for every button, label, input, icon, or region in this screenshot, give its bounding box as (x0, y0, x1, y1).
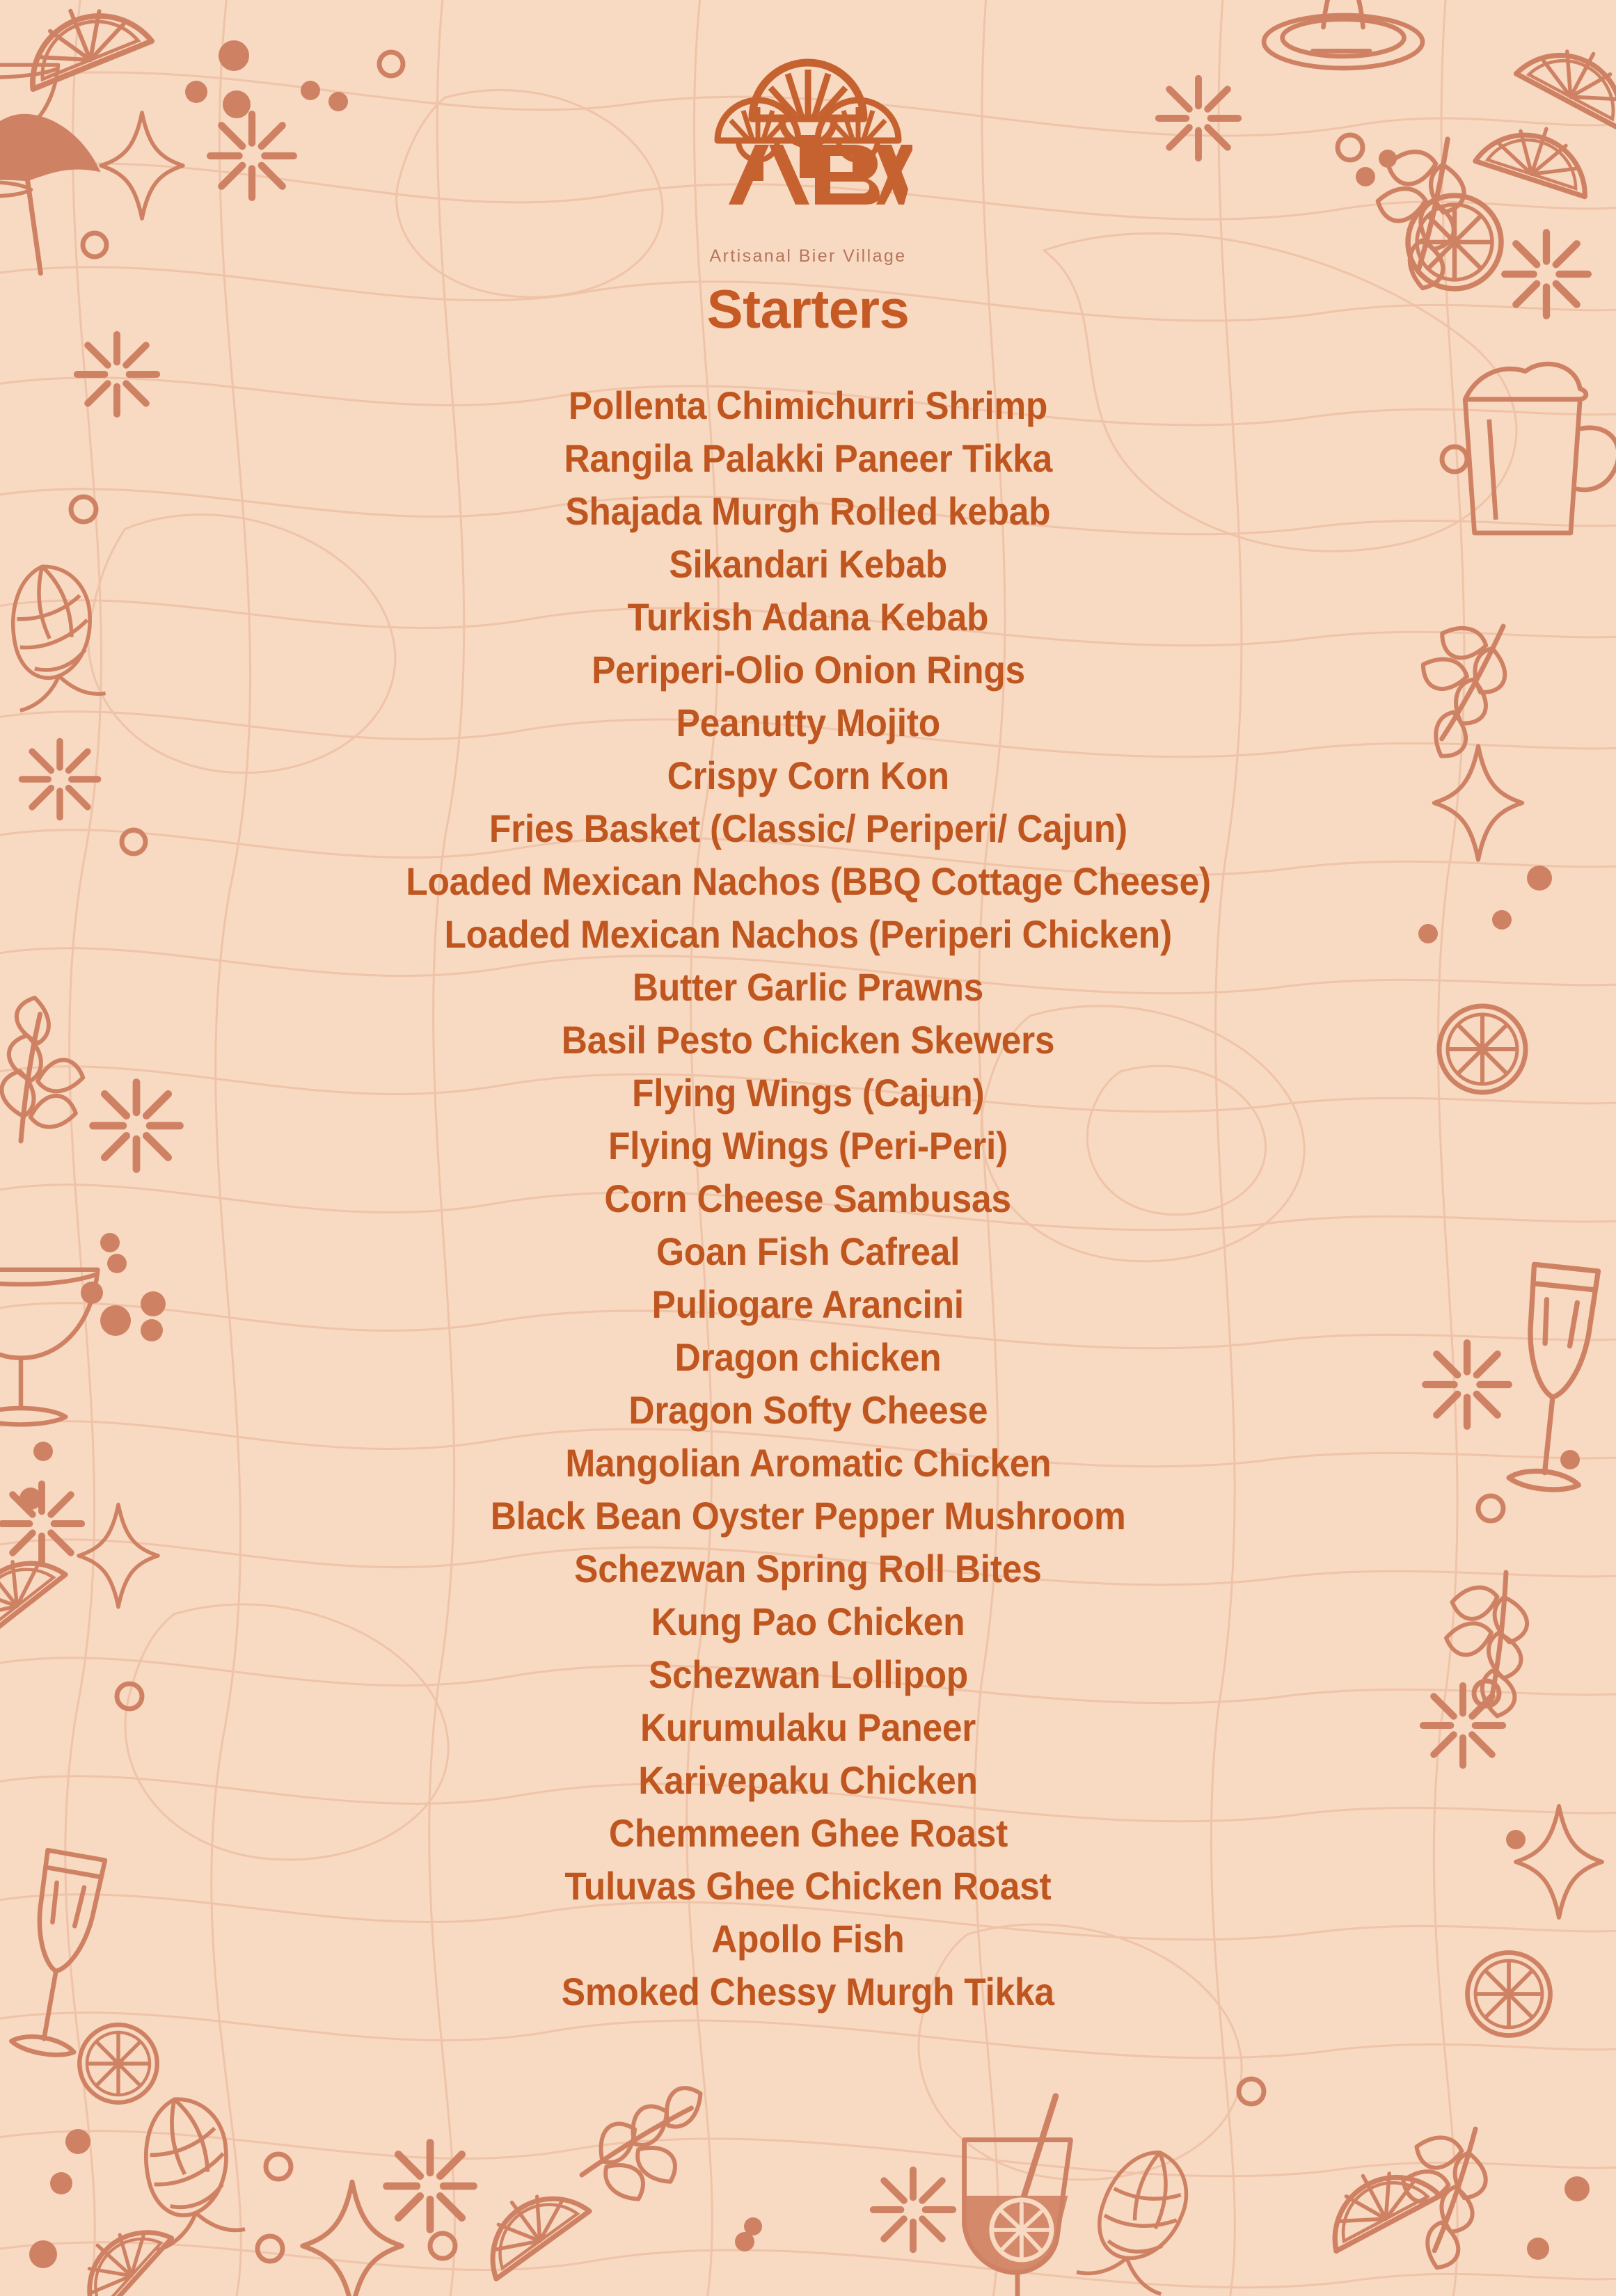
list-item: Chemmeen Ghee Roast (608, 1811, 1008, 1855)
list-item: Kurumulaku Paneer (640, 1705, 976, 1749)
list-item: Schezwan Spring Roll Bites (574, 1547, 1042, 1591)
list-item: Dragon chicken (674, 1335, 942, 1379)
list-item: Tuluvas Ghee Chicken Roast (564, 1864, 1052, 1908)
list-item: Loaded Mexican Nachos (BBQ Cottage Cheese) (405, 859, 1211, 903)
list-item: Mangolian Aromatic Chicken (564, 1441, 1051, 1485)
list-item: Smoked Chessy Murgh Tikka (562, 1970, 1054, 2014)
list-item: Rangila Palakki Paneer Tikka (564, 436, 1052, 480)
list-item: Goan Fish Cafreal (656, 1229, 960, 1273)
abv-logo (704, 33, 912, 242)
list-item: Shajada Murgh Rolled kebab (565, 489, 1051, 533)
list-item: Corn Cheese Sambusas (604, 1177, 1012, 1220)
menu-item-list (0, 379, 1616, 2018)
list-item: Sikandari Kebab (669, 542, 947, 586)
list-item: Kung Pao Chicken (651, 1600, 965, 1643)
list-item: Apollo Fish (711, 1917, 905, 1961)
list-item: Dragon Softy Cheese (628, 1388, 988, 1432)
list-item: Pollenta Chimichurri Shrimp (568, 383, 1048, 427)
list-item: Turkish Adana Kebab (627, 595, 989, 639)
list-item: Black Bean Oyster Pepper Mushroom (490, 1494, 1126, 1538)
list-item: Schezwan Lollipop (648, 1652, 968, 1696)
list-item: Flying Wings (Cajun) (631, 1071, 985, 1115)
list-item: Loaded Mexican Nachos (Periperi Chicken) (444, 912, 1172, 956)
list-item: Peanutty Mojito (676, 701, 940, 744)
brand-tagline: Artisanal Bier Village (709, 246, 907, 266)
list-item: Puliogare Arancini (651, 1282, 965, 1326)
list-item: Karivepaku Chicken (638, 1758, 978, 1802)
brand-logo-block (704, 33, 912, 266)
list-item: Butter Garlic Prawns (632, 965, 984, 1009)
page-title: Starters (706, 278, 910, 340)
list-item: Basil Pesto Chicken Skewers (561, 1018, 1055, 1062)
list-item: Periperi-Olio Onion Rings (591, 648, 1025, 692)
list-item: Crispy Corn Kon (667, 754, 949, 797)
list-item: Flying Wings (Peri-Peri) (608, 1124, 1008, 1167)
list-item: Fries Basket (Classic/ Periperi/ Cajun) (489, 806, 1127, 850)
